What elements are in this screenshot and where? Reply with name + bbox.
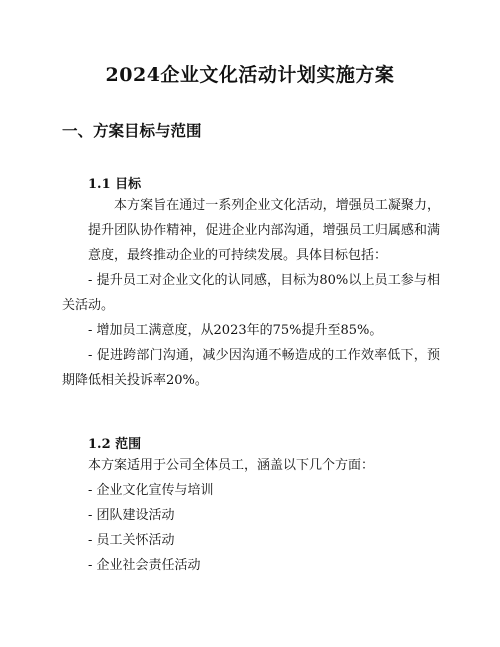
scope-intro-paragraph: 本方案适用于公司全体员工，涵盖以下几个方面： <box>88 458 375 473</box>
goal-bullet-1: - 提升员工对企业文化的认同感，目标为80%以上员工参与相关活动。 <box>62 273 440 313</box>
goal-bullet-3: - 促进跨部门沟通，减少因沟通不畅造成的工作效率低下，预期降低相关投诉率20%。 <box>62 348 440 388</box>
subsection-heading-goals: 1.1 目标 <box>88 177 142 192</box>
scope-item-1: - 企业文化宣传与培训 <box>88 483 214 498</box>
goals-intro-paragraph: 本方案旨在通过一系列企业文化活动，增强员工凝聚力，提升团队协作精神，促进企业内部沟通，增强员工归属感和满意度，最终推动企业的可持续发展。具体目标包括： <box>88 198 440 263</box>
scope-item-4: - 企业社会责任活动 <box>88 558 201 573</box>
scope-item-3: - 员工关怀活动 <box>88 533 175 548</box>
scope-item-2: - 团队建设活动 <box>88 508 175 523</box>
goal-bullet-2: - 增加员工满意度，从2023年的75%提升至85%。 <box>88 323 383 338</box>
section-heading-goals-scope: 一、方案目标与范围 <box>62 121 202 140</box>
document-title: 2024企业文化活动计划实施方案 <box>105 64 395 86</box>
subsection-heading-scope: 1.2 范围 <box>88 437 142 452</box>
